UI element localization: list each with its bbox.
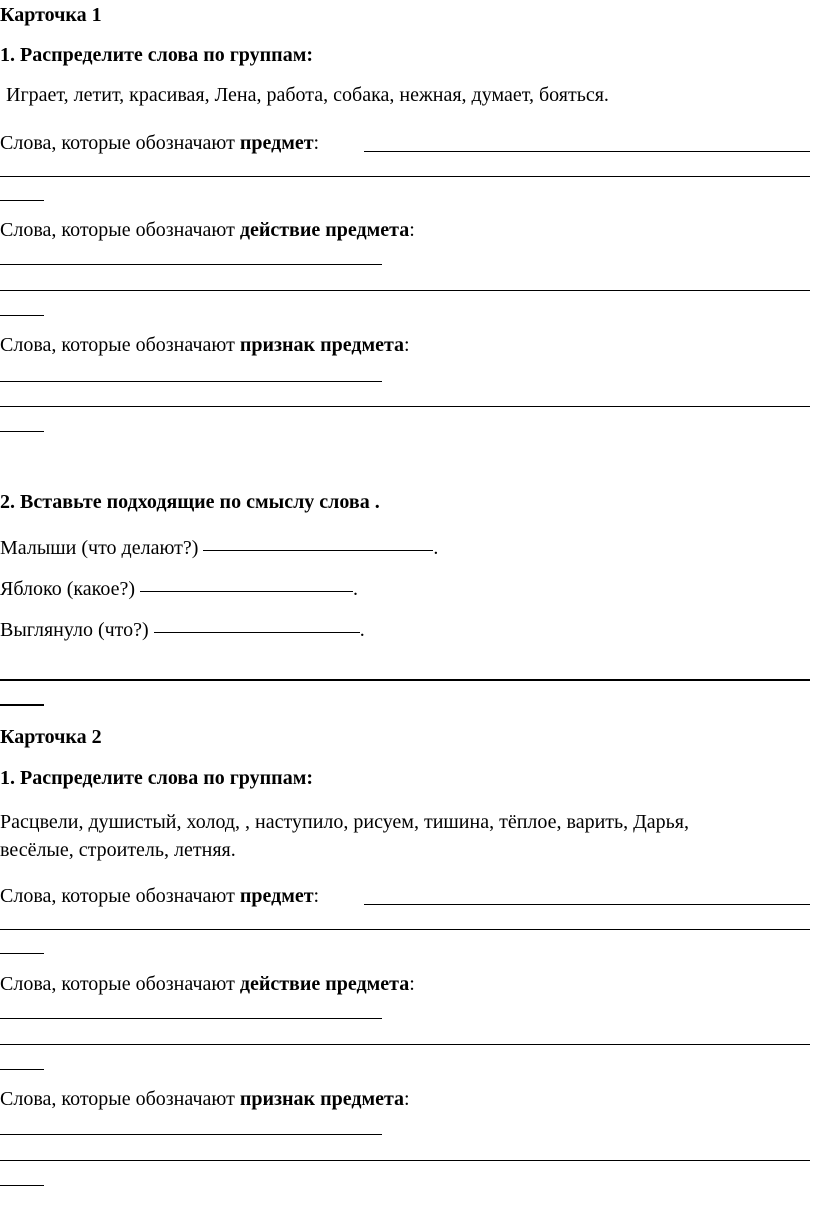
card2-adjective-answer-line-3[interactable]: [0, 1185, 44, 1186]
card1-noun-answer-line-3[interactable]: [0, 200, 44, 201]
card1-task2-item: Яблоко (какое?) .: [0, 578, 359, 600]
card2-noun-answer-line[interactable]: [364, 904, 810, 905]
card2-adjective-label: Слова, которые обозначают признак предмета:: [0, 1088, 410, 1110]
card1-adjective-answer-line-2[interactable]: [0, 406, 810, 407]
card1-adjective-label: Слова, которые обозначают признак предмета:: [0, 334, 410, 356]
card2-verb-answer-line-3[interactable]: [0, 1069, 44, 1070]
card2-adjective-answer-line[interactable]: [0, 1134, 382, 1135]
card1-verb-label: Слова, которые обозначают действие предмета:: [0, 219, 415, 241]
card2-noun-answer-line-3[interactable]: [0, 953, 44, 954]
card1-noun-answer-line[interactable]: [364, 151, 810, 152]
card1-adjective-answer-line-3[interactable]: [0, 431, 44, 432]
card2-noun-answer-line-2[interactable]: [0, 929, 810, 930]
card1-task2-heading: 2. Вставьте подходящие по смыслу слова .: [0, 491, 380, 513]
card2-verb-label: Слова, которые обозначают действие предмета:: [0, 973, 415, 995]
card1-noun-label: Слова, которые обозначают предмет:: [0, 132, 320, 154]
card1-word-list: Играет, летит, красивая, Лена, работа, собака, нежная, думает, бояться.: [6, 84, 609, 106]
fill-in-blank[interactable]: [203, 550, 433, 551]
card1-adjective-answer-line[interactable]: [0, 381, 382, 382]
card2-word-list-line1: Расцвели, душистый, холод, , наступило, рисуем, тишина, тёплое, варить, Дарья,: [0, 811, 689, 833]
card-separator-stub: [0, 704, 44, 706]
fill-in-blank[interactable]: [154, 632, 360, 633]
card1-task2-item: Малыши (что делают?) .: [0, 537, 439, 559]
card1-title: Карточка 1: [0, 4, 102, 26]
card1-task2-item: Выглянуло (что?) .: [0, 619, 365, 641]
card2-verb-answer-line[interactable]: [0, 1018, 382, 1019]
card2-task1-heading: 1. Распределите слова по группам:: [0, 767, 313, 789]
card2-verb-answer-line-2[interactable]: [0, 1044, 810, 1045]
card2-title: Карточка 2: [0, 726, 102, 748]
card2-word-list-line2: весёлые, строитель, летняя.: [0, 839, 236, 861]
card2-noun-label: Слова, которые обозначают предмет:: [0, 885, 320, 907]
card1-verb-answer-line[interactable]: [0, 264, 382, 265]
card1-noun-answer-line-2[interactable]: [0, 176, 810, 177]
card1-verb-answer-line-3[interactable]: [0, 315, 44, 316]
card1-task1-heading: 1. Распределите слова по группам:: [0, 44, 313, 66]
fill-in-blank[interactable]: [140, 591, 353, 592]
card-separator: [0, 679, 810, 681]
card1-verb-answer-line-2[interactable]: [0, 290, 810, 291]
card2-adjective-answer-line-2[interactable]: [0, 1160, 810, 1161]
